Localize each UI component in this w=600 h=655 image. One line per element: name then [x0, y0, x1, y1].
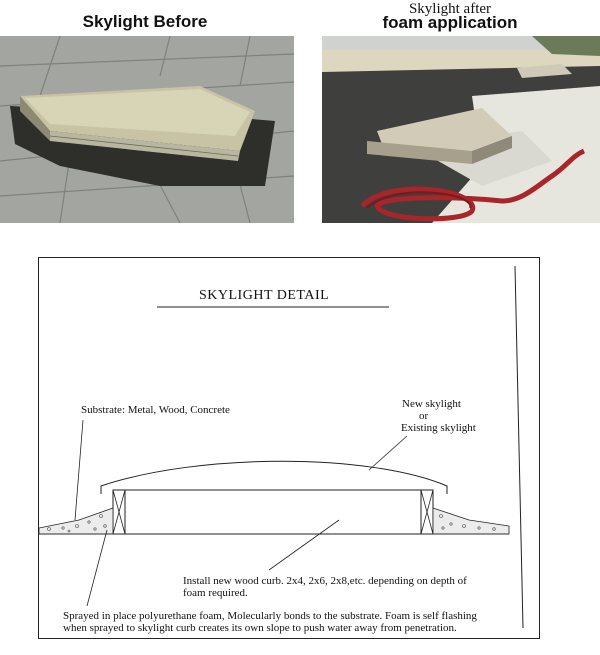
before-photo: [0, 36, 294, 223]
before-caption: Skylight Before: [82, 12, 208, 31]
curb-note-line2: foam required.: [183, 587, 248, 599]
drawing-title: SKYLIGHT DETAIL: [199, 288, 330, 303]
new-skylight-label-1: New skylight: [402, 398, 461, 410]
skylight-detail-drawing: [38, 257, 540, 639]
after-caption-line1: Skylight after: [408, 1, 492, 17]
foam-note-line1: Sprayed in place polyurethane foam, Molecularly bonds to the substrate. Foam is self flashing: [63, 610, 477, 622]
curb-note-line1: Install new wood curb. 2x4, 2x6, 2x8,etc. depending on depth of: [183, 575, 467, 587]
substrate-label: Substrate: Metal, Wood, Concrete: [81, 404, 230, 416]
foam-note-line2: when sprayed to skylight curb creates its own slope to push water away from penetration.: [63, 622, 457, 634]
new-skylight-label-2: or: [419, 410, 429, 422]
new-skylight-label-3: Existing skylight: [401, 422, 476, 434]
after-photo: [322, 36, 600, 223]
after-caption-line2: foam application: [382, 13, 518, 32]
